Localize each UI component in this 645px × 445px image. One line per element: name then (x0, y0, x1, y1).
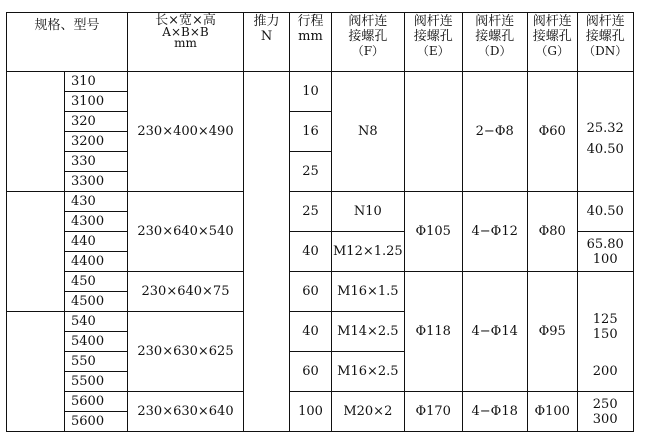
E-cell: Φ118 (404, 272, 462, 392)
model-cell: 4500 (65, 292, 128, 312)
F-cell: M20×2 (332, 392, 405, 432)
DN-value: 40.50 (586, 141, 624, 157)
D-cell: 4−Φ18 (462, 392, 527, 432)
header-DN-line3: （DN） (583, 44, 628, 58)
stroke-cell: 25 (290, 152, 332, 192)
header-DN (577, 13, 633, 72)
header-DN-line1: 阀杆连 (585, 14, 625, 29)
header-D-line2: 接螺孔 (475, 29, 515, 44)
header-G-line2: 接螺孔 (532, 29, 572, 44)
F-cell: M14×2.5 (332, 312, 405, 352)
DN-value: 150 (592, 326, 618, 342)
header-G-line3: （G） (535, 44, 569, 58)
G-cell: Φ95 (527, 272, 577, 392)
stroke-cell: 40 (290, 232, 332, 272)
model-cell: 320 (65, 112, 128, 132)
model-cell: 4300 (65, 212, 128, 232)
G-cell: Φ100 (527, 392, 577, 432)
DN-cell (577, 272, 633, 352)
header-stroke-line1: 行程 (297, 14, 324, 29)
model-cell: 550 (65, 352, 128, 372)
header-F (332, 13, 405, 72)
header-D-line1: 阀杆连 (475, 14, 515, 29)
header-dims (128, 13, 244, 72)
F-cell: N10 (332, 192, 405, 232)
dims-cell: 230×630×640 (128, 392, 244, 432)
header-E-line1: 阀杆连 (413, 14, 453, 29)
DN-value: 100 (592, 251, 618, 267)
thrust-cell (244, 72, 290, 432)
model-cell: 3300 (65, 172, 128, 192)
actuator-spec-table (6, 12, 634, 432)
stroke-cell: 60 (290, 272, 332, 312)
DN-value: 125 (592, 311, 618, 327)
header-DN-line2: 接螺孔 (585, 29, 625, 44)
F-cell: M16×1.5 (332, 272, 405, 312)
model-cell: 440 (65, 232, 128, 252)
F-cell: N8 (332, 72, 405, 192)
G-cell: Φ60 (527, 72, 577, 192)
G-cell: Φ80 (527, 192, 577, 272)
header-E-line3: （E） (416, 44, 450, 58)
header-G (527, 13, 577, 72)
header-F-line3: （F） (351, 44, 385, 58)
DN-value: 25.32 (586, 120, 624, 136)
stroke-cell: 100 (290, 392, 332, 432)
spec-group-cell (7, 72, 65, 192)
model-cell: 5400 (65, 332, 128, 352)
stroke-cell: 60 (290, 352, 332, 392)
header-D (462, 13, 527, 72)
stroke-cell: 40 (290, 312, 332, 352)
header-row (7, 13, 634, 72)
dims-cell: 230×640×540 (128, 192, 244, 272)
header-thrust-line1: 推力 (253, 14, 280, 29)
E-cell (404, 72, 462, 192)
D-cell: 4−Φ12 (462, 192, 527, 272)
header-thrust-line2: N (260, 29, 273, 44)
D-cell: 2−Φ8 (462, 72, 527, 192)
DN-cell: 200 (577, 352, 633, 392)
stroke-cell: 10 (290, 72, 332, 112)
header-G-line1: 阀杆连 (532, 14, 572, 29)
table-row (7, 192, 634, 212)
model-cell: 3100 (65, 92, 128, 112)
D-cell: 4−Φ14 (462, 272, 527, 392)
DN-value: 65.80 (586, 236, 624, 252)
DN-value: 250 (592, 396, 618, 412)
model-cell: 450 (65, 272, 128, 292)
header-spec-model (7, 13, 128, 72)
header-E (404, 13, 462, 72)
header-dims-line3: mm (174, 36, 197, 50)
spec-table-container (6, 12, 634, 432)
F-cell: M16×2.5 (332, 352, 405, 392)
model-cell: 540 (65, 312, 128, 332)
header-stroke (290, 13, 332, 72)
model-cell: 330 (65, 152, 128, 172)
stroke-cell: 16 (290, 112, 332, 152)
model-cell: 5600 (65, 392, 128, 412)
dims-cell: 230×400×490 (128, 72, 244, 192)
header-thrust (244, 13, 290, 72)
header-D-line3: （D） (477, 44, 512, 58)
DN-cell (577, 232, 633, 272)
header-dims-line2: A×B×B (162, 25, 209, 39)
table-row (7, 392, 634, 412)
DN-cell: 40.50 (577, 192, 633, 232)
DN-value: 300 (592, 411, 618, 427)
DN-cell (577, 72, 633, 192)
stroke-cell: 25 (290, 192, 332, 232)
spec-group-cell (7, 192, 65, 312)
F-cell: M12×1.25 (332, 232, 405, 272)
header-spec-model-label: 规格、型号 (34, 18, 100, 33)
table-row (7, 72, 634, 92)
header-F-line2: 接螺孔 (348, 29, 388, 44)
header-E-line2: 接螺孔 (413, 29, 453, 44)
model-cell: 3200 (65, 132, 128, 152)
model-cell: 5600 (65, 412, 128, 432)
E-cell: Φ105 (404, 192, 462, 272)
header-dims-line1: 长×宽×高 (155, 13, 216, 28)
model-cell: 430 (65, 192, 128, 212)
E-cell: Φ170 (404, 392, 462, 432)
DN-cell (577, 392, 633, 432)
table-row (7, 272, 634, 292)
spec-group-cell (7, 312, 65, 432)
dims-cell: 230×640×75 (128, 272, 244, 312)
model-cell: 5500 (65, 372, 128, 392)
model-cell: 310 (65, 72, 128, 92)
model-cell: 4400 (65, 252, 128, 272)
dims-cell: 230×630×625 (128, 312, 244, 392)
header-stroke-line2: mm (298, 29, 323, 44)
header-F-line1: 阀杆连 (348, 14, 388, 29)
